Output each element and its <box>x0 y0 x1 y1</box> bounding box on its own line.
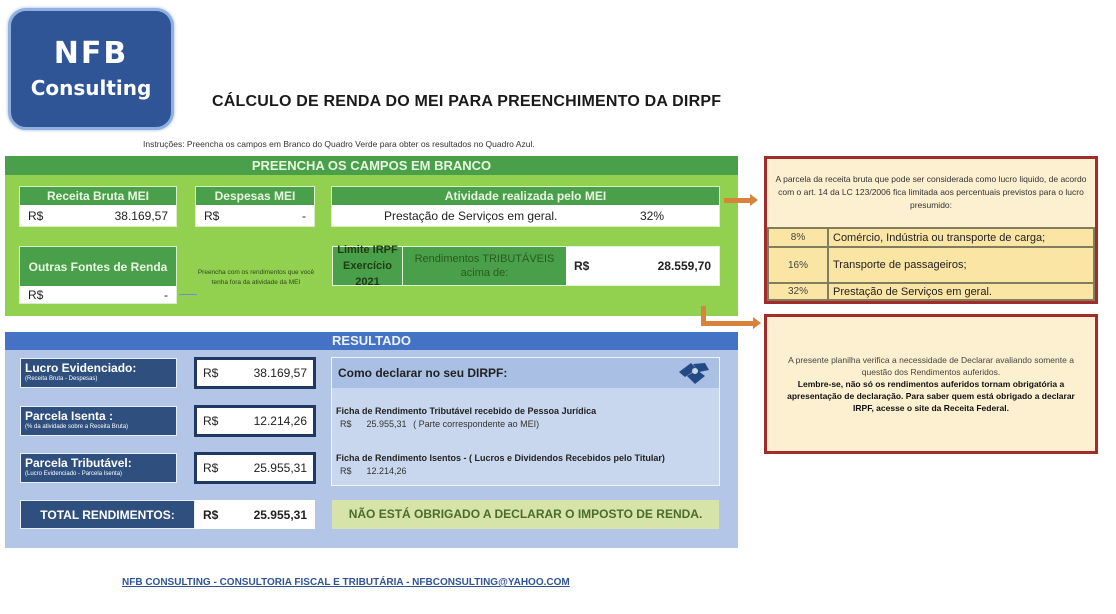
currency-symbol: R$ <box>203 366 219 380</box>
como-declarar-box <box>331 357 720 486</box>
nfb-logo <box>8 8 174 130</box>
total-rendimentos-value-box <box>195 500 315 529</box>
currency-symbol: R$ <box>28 287 44 302</box>
atividade-select[interactable] <box>331 205 720 227</box>
result-panel-header: RESULTADO <box>5 332 738 350</box>
input-panel-header: PREENCHA OS CAMPOS EM BRANCO <box>5 156 738 175</box>
rate-percent: 16% <box>768 247 828 283</box>
receita-federal-logo-icon <box>675 360 713 386</box>
currency-symbol: R$ <box>340 419 352 429</box>
atividade-label: Atividade realizada pelo MEI <box>331 186 720 205</box>
arrow-right-icon-2 <box>701 317 761 329</box>
instructions-text: Instruções: Preencha os campos em Branco do Quadro Verde para obter os resultados no Quadro Azul. <box>143 139 535 149</box>
atividade-percent: 32% <box>639 208 664 223</box>
limite-irpf-value-box <box>566 247 719 285</box>
table-row <box>768 247 1094 283</box>
arrow-right-icon <box>724 194 758 206</box>
limite-desc-line2: acima de: <box>460 267 509 279</box>
rate-activity: Transporte de passageiros; <box>828 247 1094 283</box>
ficha-isentos-title: Ficha de Rendimento Isentos - ( Lucros e Dividendos Recebidos pelo Titular) <box>336 453 665 463</box>
limite-label-line2: Exercício 2021 <box>343 260 392 288</box>
como-declarar-header <box>332 358 719 388</box>
tributavel-label-main: Parcela Tributável: <box>25 456 132 470</box>
outras-fontes-field <box>19 246 177 304</box>
parcela-tributavel-label <box>20 453 177 483</box>
atividade-field <box>331 186 720 227</box>
lucro-evidenciado-value: 38.169,57 <box>253 366 307 380</box>
currency-symbol: R$ <box>574 259 590 273</box>
outras-fontes-value: - <box>164 287 168 302</box>
currency-symbol: R$ <box>203 461 219 475</box>
lucro-evidenciado-label <box>20 358 177 388</box>
limite-label-line1: Limite IRPF <box>337 244 398 256</box>
arrow-left-icon <box>179 294 197 295</box>
ficha-isentos-value: 12.214,26 <box>366 466 407 476</box>
parcela-tributavel-value-box <box>194 452 316 484</box>
parcela-tributavel-value: 25.955,31 <box>253 461 307 475</box>
limite-desc-line1: Rendimentos TRIBUTÁVEIS <box>414 253 555 265</box>
parcela-isenta-label <box>20 406 177 436</box>
total-rendimentos-label: TOTAL RENDIMENTOS: <box>20 500 195 529</box>
info-rates-text: A parcela da receita bruta que pode ser considerada como lucro liquido, de acordo com o art. 14 da LC 123/2006 fica limitada aos percentuais previstos para o lucro presumido: <box>775 174 1087 210</box>
ficha-tributavel-title: Ficha de Rendimento Tributável recebido de Pessoa Jurídica <box>336 406 597 416</box>
lucro-label-main: Lucro Evidenciado: <box>25 361 137 375</box>
info-notice-text: A presente planilha verifica a necessidade de Declarar avaliando somente a questão dos Rendimentos auferidos. <box>788 355 1074 377</box>
despesas-label: Despesas MEI <box>195 186 315 205</box>
isenta-label-sub: (% da atividade sobre a Receita Bruta) <box>25 424 129 430</box>
receita-bruta-value: 38.169,57 <box>114 208 168 223</box>
page-title: CÁLCULO DE RENDA DO MEI PARA PREENCHIMENTO DA DIRPF <box>212 93 722 110</box>
receita-bruta-field <box>19 186 177 227</box>
rate-activity: Comércio, Indústria ou transporte de carga; <box>828 228 1094 247</box>
total-rendimentos-value: 25.955,31 <box>253 507 307 522</box>
como-declarar-title: Como declarar no seu DIRPF: <box>338 366 508 380</box>
receita-bruta-input[interactable] <box>19 205 177 227</box>
currency-symbol: R$ <box>340 466 352 476</box>
ficha-tributavel-note: ( Parte correspondente ao MEI) <box>413 419 540 429</box>
status-badge: NÃO ESTÁ OBRIGADO A DECLARAR O IMPOSTO DE RENDA. <box>332 500 719 529</box>
info-notice-box <box>764 314 1098 454</box>
limite-irpf-box <box>332 246 720 286</box>
ficha-isentos <box>332 429 719 476</box>
rate-percent: 32% <box>768 283 828 300</box>
despesas-input[interactable] <box>195 205 315 227</box>
footer-link[interactable]: NFB CONSULTING - CONSULTORIA FISCAL E TRIBUTÁRIA - NFBCONSULTING@YAHOO.COM <box>122 577 570 588</box>
lucro-evidenciado-value-box <box>194 357 316 389</box>
ficha-tributavel-value: 25.955,31 <box>366 419 407 429</box>
currency-symbol: R$ <box>28 208 44 223</box>
limite-irpf-label <box>333 244 403 288</box>
logo-line2: Consulting <box>30 76 152 100</box>
table-row <box>768 228 1094 247</box>
currency-symbol: R$ <box>203 414 219 428</box>
atividade-value: Prestação de Serviços em geral. <box>384 208 558 223</box>
currency-symbol: R$ <box>204 208 220 223</box>
outras-fontes-label: Outras Fontes de Renda <box>19 246 177 286</box>
lucro-label-sub: (Receita Bruta - Despesas) <box>25 376 98 382</box>
info-rates-box <box>764 156 1098 304</box>
currency-symbol: R$ <box>203 507 219 522</box>
despesas-field <box>195 186 315 227</box>
info-notice-bold: Lembre-se, não só os rendimentos auferidos tornam obrigatória a apresentação de declaração. Para saber quem está obrigado a declarar IRPF, acesse o site da Receita Federal. <box>787 379 1075 413</box>
outras-fontes-input[interactable] <box>19 286 177 304</box>
rate-percent: 8% <box>768 228 828 247</box>
tributavel-label-sub: (Lucro Evidenciado - Parcela Isenta) <box>25 471 123 477</box>
outras-fontes-note: Preencha com os rendimentos que você tenha fora da atividade da MEI <box>197 269 315 286</box>
despesas-value: - <box>302 208 306 223</box>
parcela-isenta-value-box <box>194 405 316 437</box>
parcela-isenta-value: 12.214,26 <box>253 414 307 428</box>
receita-bruta-label: Receita Bruta MEI <box>19 186 177 205</box>
isenta-label-main: Parcela Isenta : <box>25 409 114 423</box>
limite-irpf-value: 28.559,70 <box>657 259 711 273</box>
ficha-tributavel <box>332 388 719 429</box>
rate-activity: Prestação de Serviços em geral. <box>828 283 1094 300</box>
logo-line1: NFB <box>53 36 129 71</box>
table-row <box>768 283 1094 300</box>
limite-irpf-desc <box>403 247 566 285</box>
rates-table <box>767 227 1095 301</box>
